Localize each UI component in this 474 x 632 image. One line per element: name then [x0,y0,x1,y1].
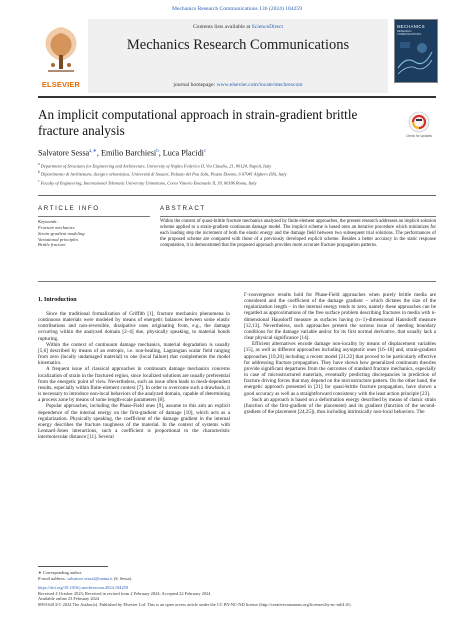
cover-title: MECHANICS [397,24,425,29]
abstract-divider [38,281,436,282]
affiliation-list [38,161,438,186]
doi-link[interactable]: https://doi.org/10.1016/j.mechrescom.2024.104259 [38,585,129,591]
author-name[interactable]: Luca Placidi [162,148,204,158]
body-paragraph: Γ-convergence results hold for Phase-Field approaches when purely brittle media are considered and the coefficient of the damage gradient – which dictates the size of the regularization length – in the internal energy tends to zero, namely these approaches can be regarded as approximations of the free surface problem describing fractures in media with n-dimensional Hausdorff measure as surfaces having (n−1)-dimensional Hausdorff measure [12,13]. Nevertheless, such approaches present the serious issue of needing boundary conditions for the damage variable and/or for its first normal derivative, that usually lack a clear physical significance [14]. [244,292,436,342]
keyword-item: Brittle fracture [38,242,66,248]
sciencedirect-link[interactable]: ScienceDirect [251,24,284,30]
homepage-link[interactable]: www.elsevier.com/locate/mechrescom [216,82,303,88]
affiliation-item [38,178,438,186]
title-divider [38,195,436,196]
cover-art [396,38,434,78]
body-paragraph: Such an approach is based on a deformation energy described by means of classic strain (function of the first-gradient of the placement) and its gradient (function of the second-gradient of the placement [24,25]), thus including intrinsically non-local behaviors. The [244,396,436,415]
homepage-prefix: journal homepage: [173,82,216,88]
keyword-list [38,225,150,248]
keyword-item: Fracture mechanics [38,225,75,230]
check-for-updates-label: Check for updates [406,134,432,138]
author-marks: b [156,149,159,154]
abstract-rule [160,216,436,217]
article-info-heading: ARTICLE INFO [38,205,100,212]
affiliation-item [38,169,438,177]
body-paragraph: Popular approaches, including the Phase-Field ones [9], assume to this aim an explicit dependence of the internal energy on the first-gradient of damage [10], which acts as a regularization. Physically speaking, the coefficient of the damage gradient in the internal energy describes the fracture toughness of the material. In the context of systems with Lennard-Jones interactions, such a coefficient is proportional to the characteristic intermolecular distance [11]. Several [38,403,230,441]
footnotes [38,570,436,608]
author-name[interactable]: Salvatore Sessa [38,148,90,158]
keyword-item: Strain-gradient modeling [38,230,85,236]
elsevier-tree-logo [38,21,84,77]
body-column-right [244,292,436,415]
email-label: E-mail address: [38,575,67,581]
affiliation-mark: c [38,178,40,183]
affiliation-item [38,161,438,169]
corresponding-author-note: ∗ Corresponding author. [38,570,83,575]
article-title: An implicit computational approach in strain-gradient brittle fracture analysis [38,107,358,138]
body-paragraph: A frequent issue of classical approaches in continuum damage mechanics concerns localization of strain in the fractured region, since localized solutions are usually preferential from the energetic point of view. Nevertheless, such an issue often leads to mesh-dependent results, especially within finite-element context [7]. In order to overcome such a drawback, it is necessary to introduce non-local behaviors of the analyzed domain, capable of determining a process zone by means of some length-scale parameters [8]. [38,366,230,404]
author-name[interactable]: Emilio Barchiesi [100,148,157,158]
body-paragraph: Efficient alternatives encode damage non-locality by means of displacement variables [15], as well as different approaches including asymptotic ones [16–18] and, strain-gradient approaches [19,20] including a recent model [21,22] that proved to be particularly effective for addressing fracture propagation. They have shown how generalized continuum theories provide significant departures from the outcomes of standard fracture mechanics, especially in case of microstructured materials, eventually predicting discrepancies in prediction of fracture driving forces that may depend on the microstructure pattern. On the other hand, the energetic approach presented in [21] for quasi-brittle fracture propagation, have shown a good accuracy as well as a straightforward consistency with the least action principle [23]. [244,341,436,397]
cover-subtitle: RESEARCH COMMUNICATIONS [397,30,422,36]
email-suffix: (S. Sessa). [113,575,133,581]
abstract-heading: ABSTRACT [160,205,206,212]
body-paragraph: Since the traditional formalization of Griffith [1], fracture mechanics phenomena in continuous materials were modeled by means of energetic balances between some elastic contributions and non-reversible, dissipative ones originating from, e.g., the damage occurring within the analyzed domain [2–4] due, physically speaking, to material bonds rupturing. [38,311,230,342]
publisher-name: ELSEVIER [41,80,81,89]
license-text: 0093-6413/© 2024 The Author(s). Published by Elsevier Ltd. This is an open access article under the CC BY-NC-ND license (http://creativecommons.org/licenses/by-nc-nd/4.0/). [38,601,352,607]
journal-name: Mechanics Research Communications [126,37,350,53]
contents-line [88,24,388,30]
email-link[interactable]: salvatore.sessa2@unina.it [67,575,113,581]
received-dates: Received 4 October 2023; Received in revised form 2 February 2024; Accepted 22 February 2024 [38,590,211,596]
keywords-label: Keywords: [38,219,58,224]
affiliation-text: Dipartimento di Architettura, design e urbanistica, Università di Sassari, Palazzo del Pou Salit, Piazza Duomo, 6 07041 Alghero (SS), Italy [40,171,287,177]
section-heading: 1. Introduction [38,297,77,303]
affiliation-text: Department of Structures for Engineering and Architecture, University of Naples Federico II, Via Claudio, 21, 80124, Napoli, Italy [40,163,272,169]
homepage-line [88,82,388,88]
author-marks: c [203,149,207,154]
body-column-left [38,311,230,440]
journal-reference[interactable]: Mechanics Research Communications 136 (2024) 104259 [171,6,303,12]
header-divider [38,96,436,98]
article-info-rule [38,216,150,217]
keyword-item: Variational principles [38,236,79,242]
footnote-rule [38,566,108,567]
affiliation-text: Faculty of Engineering, International Telematic University Uninettuno, Corso Vittorio Emanuele II, 39, 00186 Roma, Italy [40,180,257,186]
affiliation-mark: b [38,170,40,175]
abstract-text: Within the context of quasi-brittle fracture mechanics analyzed by finite element approaches, the present research addresses an implicit solution scheme applied to a strain-gradient continuum damage model. The implicit scheme is based onto an iterative procedure which minimizes for each loading step the increment of both the elastic energy and the damage field between two subsequent trial solutions. The performances of the proposed scheme are compared with those of a previously developed explicit scheme. Besides a better accuracy in the static response computation, it is demonstrated that the proposed approach provides more accurate fracture propagation patterns. [160,219,436,249]
body-paragraph: Within the context of continuum damage mechanics, material degradation is usually [5,6] described by means of an entropic, i.e. non-healing, Lagrangian scalar field ranging from zero (locally undamaged material) to one (local failure) that complements the model kinematics. [38,341,230,367]
author-list: Salvatore Sessa$^{a,∗}$, Emilio Barchiesi$^b$, Luca Placidi$^c$ [38,148,207,158]
author-marks: a,∗ [89,149,97,154]
affiliation-mark: a [38,162,40,166]
available-online: Available online 23 February 2024 [38,596,100,602]
contents-prefix: Contents lists available at [192,24,251,30]
